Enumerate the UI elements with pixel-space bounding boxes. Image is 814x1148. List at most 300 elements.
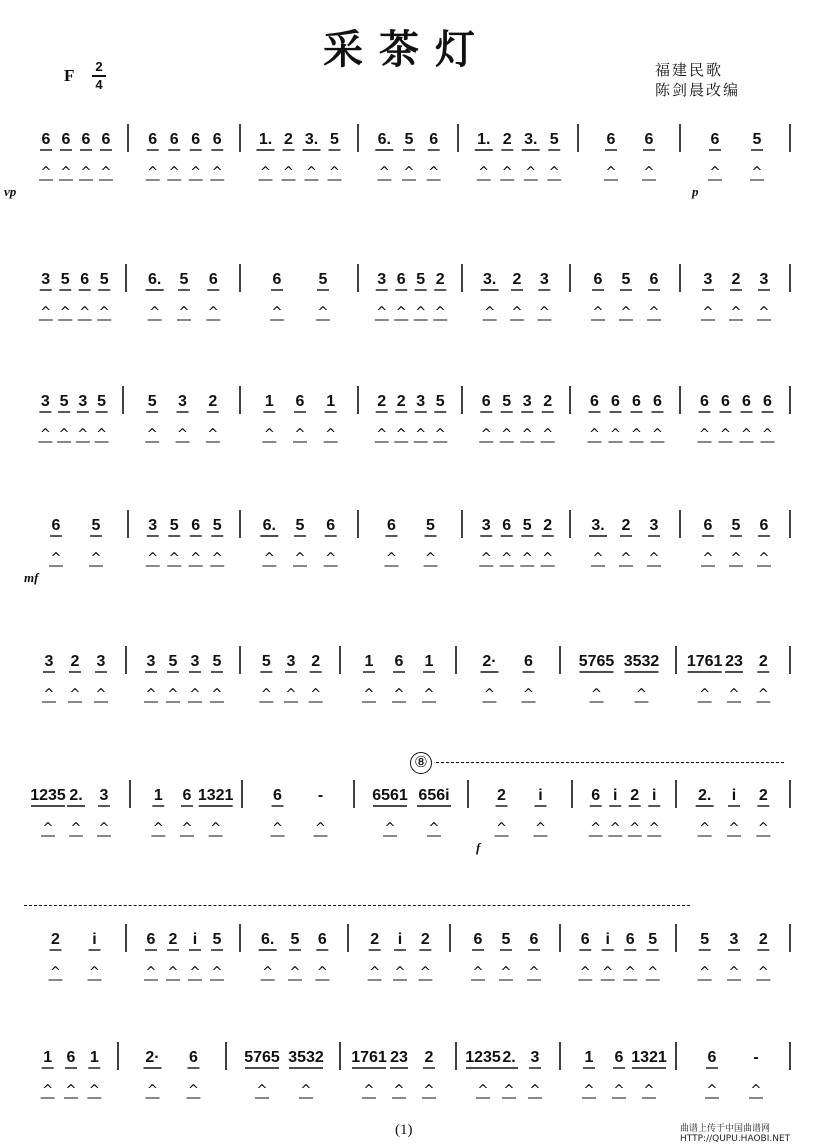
bow-mark: ^ [263,551,275,566]
bow-mark: ^ [386,551,397,566]
note: 3 [146,653,156,670]
note: 6 [473,931,483,948]
bow-mark: ^ [80,165,92,180]
note: i [652,787,657,804]
note: 3 [539,271,549,288]
note: 6 [101,131,111,148]
note: 1 [424,653,434,670]
note: i [605,931,610,948]
bow-mark: ^ [636,687,647,702]
bow-mark: ^ [528,965,540,980]
note: 6 [169,131,179,148]
bow-mark: ^ [40,305,52,320]
note: 1 [89,1049,99,1066]
note: 5 [731,517,741,534]
bow-mark: ^ [423,687,435,702]
note: 2 [396,393,406,410]
bow-mark: ^ [329,165,340,180]
bow-mark: ^ [579,965,591,980]
score-row-svg [0,778,814,858]
note: 5 [621,271,631,288]
note: 1 [584,1049,594,1066]
bow-mark: ^ [542,551,554,566]
bow-mark: ^ [709,165,721,180]
bow-mark: ^ [210,821,222,836]
note: 5 [169,517,179,534]
bow-mark: ^ [167,687,179,702]
note: 3. [304,131,319,148]
score-row-svg [0,508,814,588]
note: 3 [40,393,50,410]
bow-mark: ^ [620,551,632,566]
score-row [0,508,814,588]
bow-mark: ^ [419,965,431,980]
note: 2 [758,653,768,670]
bow-mark: ^ [542,427,554,442]
note: 2 [284,131,293,148]
bow-mark: ^ [523,687,534,702]
bow-mark: ^ [757,821,769,836]
note: 1 [153,787,163,804]
page-number: (1) [395,1122,413,1138]
note: 5 [502,393,512,410]
bow-mark: ^ [521,427,533,442]
bow-mark: ^ [477,1083,489,1098]
bow-mark: ^ [434,305,446,320]
bow-mark: ^ [472,965,484,980]
bow-mark: ^ [317,305,329,320]
bow-mark: ^ [720,427,731,442]
bow-mark: ^ [728,965,740,980]
bow-mark: ^ [648,305,660,320]
note: 1235 [30,787,66,804]
bow-mark: ^ [699,821,711,836]
note: 3. [482,271,497,288]
bow-mark: ^ [503,1083,515,1098]
note: 5 [261,653,271,670]
note: 6 [191,517,201,534]
note: 6 [632,393,641,410]
bow-mark: ^ [271,305,283,320]
bow-mark: ^ [285,687,297,702]
bow-mark: ^ [757,687,769,702]
bow-mark: ^ [428,821,440,836]
note: 2 [377,393,387,410]
bow-mark: ^ [394,965,406,980]
note: i [731,787,737,804]
bow-mark: ^ [260,687,272,702]
bow-mark: ^ [207,305,219,320]
bow-mark: ^ [609,821,621,836]
bow-mark: ^ [384,821,396,836]
note: 5 [212,931,222,948]
note: 6 [272,271,282,288]
time-signature [92,60,106,92]
note: 6 [721,393,730,410]
note: 6 [429,131,439,148]
bow-mark: ^ [648,551,660,566]
bow-mark: ^ [146,427,158,442]
bow-mark: ^ [300,1083,312,1098]
note: 5 [212,517,222,534]
bow-mark: ^ [147,1083,158,1098]
note: 6 [189,1049,198,1066]
bow-mark: ^ [501,165,513,180]
bow-mark: ^ [750,1083,762,1098]
note: 5 [99,271,109,288]
time-denominator: 4 [95,76,103,92]
bow-mark: ^ [480,427,492,442]
note: 5765 [244,1049,280,1066]
note: 6. [262,517,277,534]
bow-mark: ^ [620,305,632,320]
bow-mark: ^ [583,1083,595,1098]
bow-mark: ^ [263,427,275,442]
bow-mark: ^ [50,551,62,566]
bow-mark: ^ [629,821,641,836]
note: 5 [501,931,511,948]
bow-mark: ^ [70,821,82,836]
bow-mark: ^ [207,427,219,442]
bow-mark: ^ [272,821,283,836]
bow-mark: ^ [43,687,55,702]
note: 6 [182,787,192,804]
key-signature: F [64,66,75,85]
note: 2. [69,787,83,804]
bow-mark: ^ [59,305,71,320]
note: 2 [621,517,631,534]
note: 2 [208,393,218,410]
note: 5 [147,393,157,410]
bow-mark: ^ [395,305,407,320]
note: 3 [522,393,532,410]
note: 6 [273,787,282,804]
note: 6 [212,131,222,148]
note: i [192,931,198,948]
bow-mark: ^ [610,427,621,442]
bow-mark: ^ [758,305,770,320]
bow-mark: ^ [699,687,711,702]
bow-mark: ^ [590,821,602,836]
note: 6 [703,517,713,534]
bow-mark: ^ [484,687,495,702]
note: 2 [70,653,80,670]
time-numerator: 2 [95,59,103,74]
note: 6 [644,131,654,148]
bow-mark: ^ [529,1083,541,1098]
watermark-line1: 曲谱上传于中国曲谱网 [680,1124,771,1134]
note: 3. [591,517,605,534]
bow-mark: ^ [147,165,159,180]
bow-mark: ^ [149,305,161,320]
note: 5 [168,653,178,670]
note: 3 [649,517,659,534]
bow-mark: ^ [369,965,381,980]
bow-mark: ^ [211,687,223,702]
note: 5 [59,393,69,410]
note: 6 [387,517,396,534]
note: 5 [91,517,101,534]
note: 2 [502,131,512,148]
note: 2 [168,931,178,948]
bow-mark: ^ [167,965,179,980]
bow-mark: ^ [395,427,407,442]
score-row [0,778,814,858]
note: 5 [549,131,559,148]
note: 6 [710,131,720,148]
note: 6 [317,931,327,948]
bow-mark: ^ [211,551,223,566]
bow-mark: ^ [605,165,617,180]
bow-mark: ^ [177,427,188,442]
note: 656i [418,787,450,804]
bow-mark: ^ [592,305,604,320]
bow-mark: ^ [98,821,110,836]
bow-mark: ^ [511,305,523,320]
bow-mark: ^ [535,821,546,836]
note: 2 [543,393,553,410]
note: 3532 [288,1049,324,1066]
note: i [613,787,618,804]
note: 2 [543,517,553,534]
bow-mark: ^ [152,821,164,836]
bow-mark: ^ [289,965,301,980]
bow-mark: ^ [39,427,51,442]
note: 5 [648,931,658,948]
note: 3 [178,393,187,410]
bow-mark: ^ [631,427,642,442]
bow-mark: ^ [189,687,201,702]
bow-mark: ^ [188,1083,199,1098]
note: 1235 [465,1049,501,1066]
note: 2 [512,271,522,288]
note: 2· [482,653,497,670]
note: 1321 [631,1049,667,1066]
note: 6 [742,393,751,410]
note: 6 [580,931,590,948]
bow-mark: ^ [90,551,102,566]
note: 5 [426,517,435,534]
note: 6 [502,517,512,534]
note: 2 [731,271,741,288]
bow-mark: ^ [79,305,91,320]
note: 3 [703,271,713,288]
note: 5 [295,517,305,534]
watermark-line2: HTTP://QUPU.HAOBI.NET [680,1134,791,1144]
note: 6 [524,653,533,670]
note: 3 [96,653,106,670]
note: 2. [697,787,712,804]
bow-mark: ^ [315,821,326,836]
bow-mark: ^ [592,551,604,566]
note: 6 [66,1049,76,1066]
note: 6 [529,931,539,948]
bow-mark: ^ [480,551,492,566]
bow-mark: ^ [434,427,446,442]
note: 5 [212,653,222,670]
note: 3532 [623,653,660,670]
note: 3 [286,653,296,670]
score-row-svg [0,384,814,464]
credit-arranger: 陈剑晨改编 [655,81,741,99]
bow-mark: ^ [211,165,223,180]
note: 1761 [351,1049,387,1066]
note: 2 [497,787,506,804]
bow-mark: ^ [643,165,655,180]
note: 5 [318,271,328,288]
bow-mark: ^ [40,165,52,180]
note: 1 [364,653,374,670]
score-row-svg [0,1040,814,1120]
bow-mark: ^ [378,165,390,180]
note: 5 [700,931,710,948]
bow-mark: ^ [500,965,512,980]
bow-mark: ^ [96,427,108,442]
note: 3 [729,931,739,948]
watermark [680,1124,810,1144]
bow-mark: ^ [613,1083,625,1098]
note: 6 [707,1049,717,1066]
note: 1. [477,131,491,148]
score-row [0,644,814,724]
dynamic-marking: mf [24,570,39,585]
note: 23 [390,1049,408,1066]
bow-mark: ^ [363,687,375,702]
note: 5 [179,271,189,288]
bow-mark: ^ [88,1083,100,1098]
dynamic-marking: p [692,184,699,199]
note: 6 [611,393,620,410]
bow-mark: ^ [425,551,436,566]
note: 6 [606,131,616,148]
bow-mark: ^ [89,965,100,980]
bow-mark: ^ [591,687,602,702]
note: 6. [260,931,275,948]
note: - [317,787,324,804]
note: 3 [78,393,88,410]
bow-mark: ^ [316,965,328,980]
bow-mark: ^ [294,551,306,566]
note: 6 [481,393,491,410]
bow-mark: ^ [730,305,742,320]
note: i [397,931,403,948]
note: 3. [524,131,538,148]
score-row [0,384,814,464]
note: 1. [258,131,273,148]
note: 6 [625,931,635,948]
bow-mark: ^ [211,965,223,980]
note: 2 [51,931,60,948]
bow-mark: ^ [730,551,742,566]
bow-mark: ^ [648,821,660,836]
note: 6561 [372,787,408,804]
bow-mark: ^ [60,165,72,180]
note: 6 [148,131,158,148]
bow-mark: ^ [643,1083,655,1098]
bow-mark: ^ [758,551,770,566]
bow-mark: ^ [428,165,440,180]
note: 6. [377,131,392,148]
bow-mark: ^ [147,551,159,566]
bow-mark: ^ [376,427,388,442]
bow-mark: ^ [741,427,752,442]
note: 3 [41,271,51,288]
bow-mark: ^ [69,687,81,702]
bow-mark: ^ [363,1083,375,1098]
note: 2 [311,653,321,670]
score-row-svg [0,644,814,724]
bow-mark: ^ [325,427,337,442]
bow-mark: ^ [702,305,714,320]
bow-mark: ^ [178,305,190,320]
note: 5 [60,271,70,288]
bow-mark: ^ [478,165,490,180]
bow-mark: ^ [602,965,614,980]
bow-mark: ^ [42,1083,54,1098]
note: 5 [435,393,445,410]
note: 2· [145,1049,160,1066]
note: 2 [758,787,768,804]
bow-mark: ^ [393,687,405,702]
note: 6 [208,271,218,288]
bow-mark: ^ [415,305,427,320]
bow-mark: ^ [98,305,110,320]
bow-mark: ^ [58,427,70,442]
dynamic-marking: f [476,840,481,855]
section-dashed-line [24,905,690,906]
bow-mark: ^ [306,165,317,180]
note: i [538,787,543,804]
note: 3 [759,271,769,288]
note: 6 [191,131,201,148]
bow-mark: ^ [393,1083,405,1098]
bow-mark: ^ [699,427,710,442]
section-dashed-line [436,762,784,763]
bow-mark: ^ [168,551,180,566]
note: 1 [264,393,274,410]
note: 6 [700,393,709,410]
bow-mark: ^ [538,305,550,320]
note: 3 [190,653,200,670]
note: 1761 [686,653,723,670]
bow-mark: ^ [145,687,157,702]
bow-mark: ^ [521,551,533,566]
note: 3 [416,393,426,410]
score-row [0,922,814,1002]
note: 6 [653,393,662,410]
bow-mark: ^ [190,551,202,566]
score-row-svg [0,922,814,1002]
page-title: 采茶灯 [323,26,491,73]
bow-mark: ^ [702,551,714,566]
note: 6 [591,787,601,804]
bow-mark: ^ [501,427,513,442]
note: 6 [593,271,603,288]
note: 5 [97,393,107,410]
bow-mark: ^ [376,305,388,320]
note: 6 [295,393,305,410]
note: 6 [396,271,406,288]
bow-mark: ^ [256,1083,268,1098]
bow-mark: ^ [501,551,513,566]
bow-mark: ^ [548,165,560,180]
note: 5 [330,131,339,148]
note: 1 [326,393,336,410]
note: 6 [81,131,91,148]
note: 6 [80,271,90,288]
note: 2 [435,271,445,288]
bow-mark: ^ [100,165,112,180]
